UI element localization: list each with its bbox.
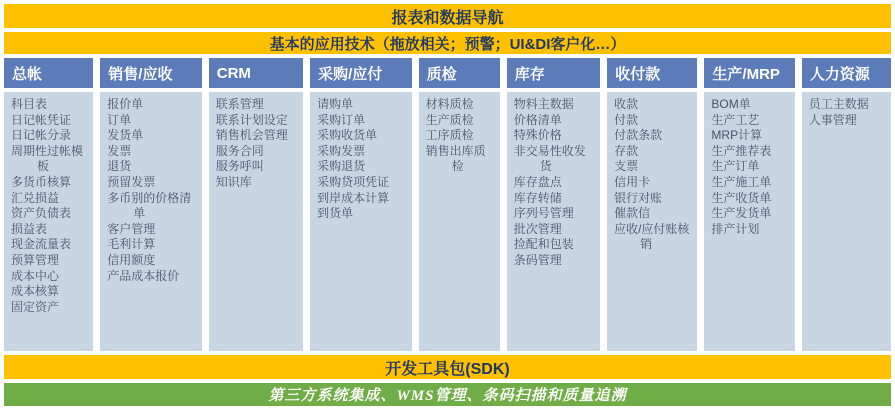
module-item[interactable]: 材料质检 bbox=[425, 97, 474, 111]
module-item[interactable]: 请购单 bbox=[317, 97, 354, 111]
module-item[interactable]: 库存盘点 bbox=[513, 174, 562, 189]
module-grid bbox=[4, 58, 891, 351]
module-item[interactable]: 员工主数据 bbox=[808, 97, 869, 111]
module-column bbox=[507, 58, 600, 351]
module-item[interactable]: 采购退货 bbox=[317, 159, 366, 174]
column-header[interactable]: 总帐 bbox=[4, 58, 93, 88]
module-item[interactable]: 日记帐凭证 bbox=[11, 112, 72, 127]
column-header[interactable]: CRM bbox=[209, 58, 303, 88]
module-item[interactable]: 生产发货单 bbox=[711, 206, 772, 221]
column-header[interactable]: 生产/MRP bbox=[704, 58, 794, 88]
module-item[interactable]: 成本核算 bbox=[11, 284, 60, 299]
module-item[interactable]: 预留发票 bbox=[107, 174, 156, 189]
module-item[interactable]: 多币别的价格清单 bbox=[107, 190, 192, 221]
module-item[interactable]: 联系计划设定 bbox=[215, 112, 288, 127]
module-item[interactable]: 成本中心 bbox=[11, 268, 60, 283]
module-item[interactable]: 工序质检 bbox=[425, 128, 474, 143]
module-item[interactable]: 服务呼叫 bbox=[215, 159, 264, 174]
column-header[interactable]: 库存 bbox=[507, 58, 600, 88]
module-item[interactable]: BOM单 bbox=[711, 97, 751, 111]
column-header[interactable]: 质检 bbox=[419, 58, 500, 88]
module-item[interactable]: 应收/应付账核销 bbox=[614, 221, 690, 252]
module-item[interactable]: 销售出库质检 bbox=[425, 143, 486, 174]
column-header[interactable]: 收付款 bbox=[607, 58, 697, 88]
column-body bbox=[209, 92, 303, 351]
module-item[interactable]: 联系管理 bbox=[215, 97, 264, 111]
module-item[interactable]: 生产订单 bbox=[711, 159, 760, 174]
column-body bbox=[419, 92, 500, 351]
module-column bbox=[310, 58, 411, 351]
module-item[interactable]: 周期性过帐模板 bbox=[11, 143, 84, 174]
module-item[interactable]: 报价单 bbox=[107, 97, 144, 111]
column-body bbox=[704, 92, 794, 351]
module-item[interactable]: 信用卡 bbox=[614, 174, 651, 189]
basic-application-technology-bar[interactable]: 基本的应用技术（拖放相关；预警；UI&DI客户化…） bbox=[4, 32, 891, 54]
module-item[interactable]: 服务合同 bbox=[215, 143, 264, 158]
module-item[interactable]: 销售机会管理 bbox=[215, 128, 288, 143]
module-item[interactable]: 支票 bbox=[614, 159, 639, 174]
column-body bbox=[507, 92, 600, 351]
module-item[interactable]: 付款 bbox=[614, 112, 639, 127]
module-item[interactable]: 发票 bbox=[107, 143, 132, 158]
module-item[interactable]: 序列号管理 bbox=[513, 206, 574, 221]
column-body bbox=[100, 92, 201, 351]
module-column bbox=[802, 58, 891, 351]
module-item[interactable]: 银行对账 bbox=[614, 190, 663, 205]
column-header[interactable]: 销售/应收 bbox=[100, 58, 201, 88]
module-item[interactable]: 生产推荐表 bbox=[711, 143, 772, 158]
third-party-integration-bar[interactable]: 第三方系统集成、WMS管理、条码扫描和质量追溯 bbox=[4, 383, 891, 406]
module-item[interactable]: 发货单 bbox=[107, 128, 144, 143]
sdk-toolkit-bar[interactable]: 开发工具包(SDK) bbox=[4, 355, 891, 379]
module-item[interactable]: 资产负债表 bbox=[11, 206, 72, 221]
module-item[interactable]: 日记帐分录 bbox=[11, 128, 72, 143]
module-item[interactable]: 采购贷项凭证 bbox=[317, 174, 390, 189]
column-header[interactable]: 人力资源 bbox=[802, 58, 891, 88]
module-item[interactable]: 催款信 bbox=[614, 206, 651, 221]
reports-navigation-bar[interactable]: 报表和数据导航 bbox=[4, 4, 891, 28]
module-item[interactable]: 到货单 bbox=[317, 206, 354, 221]
module-item[interactable]: 到岸成本计算 bbox=[317, 190, 390, 205]
module-item[interactable]: 退货 bbox=[107, 159, 132, 174]
column-body bbox=[802, 92, 891, 351]
module-item[interactable]: 预算管理 bbox=[11, 252, 60, 267]
module-item[interactable]: 多货币核算 bbox=[11, 174, 72, 189]
module-column bbox=[209, 58, 303, 351]
module-column bbox=[100, 58, 201, 351]
module-item[interactable]: 人事管理 bbox=[808, 112, 857, 127]
module-item[interactable]: 损益表 bbox=[11, 221, 48, 236]
module-item[interactable]: 信用额度 bbox=[107, 252, 156, 267]
column-body bbox=[607, 92, 697, 351]
module-item[interactable]: 非交易性收发货 bbox=[513, 143, 586, 174]
module-item[interactable]: 收款 bbox=[614, 97, 639, 111]
module-item[interactable]: 存款 bbox=[614, 143, 639, 158]
module-item[interactable]: 生产施工单 bbox=[711, 174, 772, 189]
column-body bbox=[310, 92, 411, 351]
module-item[interactable]: 批次管理 bbox=[513, 221, 562, 236]
module-item[interactable]: 条码管理 bbox=[513, 252, 562, 267]
module-item[interactable]: 毛利计算 bbox=[107, 237, 156, 252]
module-item[interactable]: 采购收货单 bbox=[317, 128, 378, 143]
module-item[interactable]: 生产收货单 bbox=[711, 190, 772, 205]
module-item[interactable]: 付款条款 bbox=[614, 128, 663, 143]
column-header[interactable]: 采购/应付 bbox=[310, 58, 411, 88]
module-item[interactable]: 排产计划 bbox=[711, 221, 760, 236]
module-item[interactable]: 库存转储 bbox=[513, 190, 562, 205]
module-item[interactable]: 采购发票 bbox=[317, 143, 366, 158]
module-item[interactable]: 物料主数据 bbox=[513, 97, 574, 111]
module-item[interactable]: 固定资产 bbox=[11, 299, 60, 314]
module-item[interactable]: 产品成本报价 bbox=[107, 268, 180, 283]
module-item[interactable]: 客户管理 bbox=[107, 221, 156, 236]
module-item[interactable]: 科目表 bbox=[11, 97, 48, 111]
module-item[interactable]: 特殊价格 bbox=[513, 128, 562, 143]
module-column bbox=[607, 58, 697, 351]
column-body bbox=[4, 92, 93, 351]
module-column bbox=[704, 58, 794, 351]
module-item[interactable]: MRP计算 bbox=[711, 128, 763, 143]
module-column bbox=[4, 58, 93, 351]
module-item[interactable]: 采购订单 bbox=[317, 112, 366, 127]
module-item[interactable]: 价格清单 bbox=[513, 112, 562, 127]
module-item[interactable]: 订单 bbox=[107, 112, 132, 127]
module-item[interactable]: 知识库 bbox=[215, 174, 252, 189]
module-item[interactable]: 汇兑损益 bbox=[11, 190, 60, 205]
module-column bbox=[419, 58, 500, 351]
module-item[interactable]: 捡配和包装 bbox=[513, 237, 574, 252]
module-item[interactable]: 生产工艺 bbox=[711, 112, 760, 127]
module-item[interactable]: 生产质检 bbox=[425, 112, 474, 127]
module-item[interactable]: 现金流量表 bbox=[11, 237, 72, 252]
